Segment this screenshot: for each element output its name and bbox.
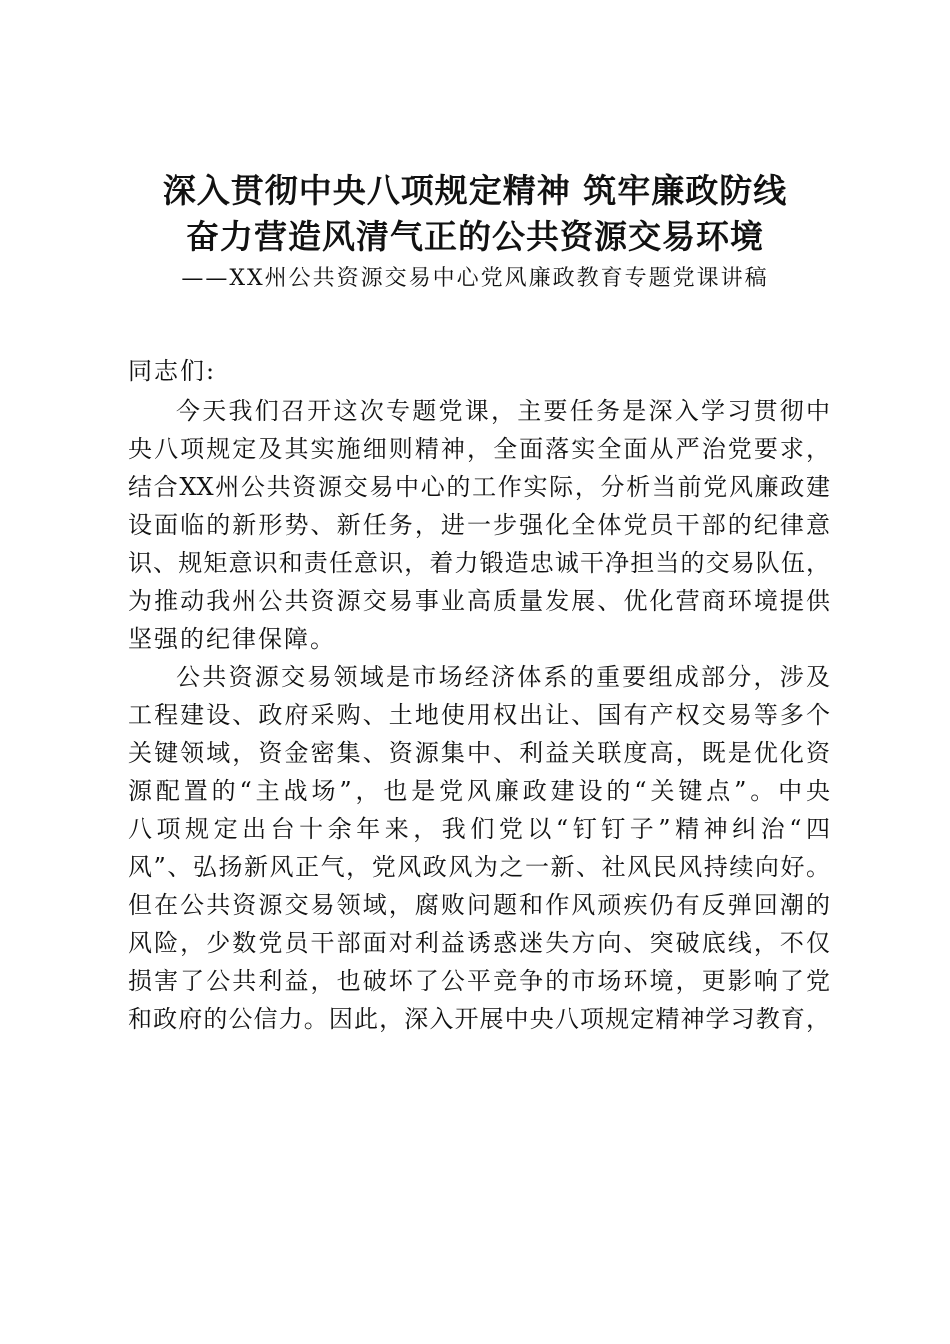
salutation: 同志们:	[128, 357, 217, 385]
paragraph-line: 源配置的“主战场”，也是党风廉政建设的“关键点”。中央	[128, 777, 830, 805]
paragraph-line: 设面临的新形势、新任务，进一步强化全体党员干部的纪律意	[128, 511, 830, 539]
paragraph-line: 关键领域，资金密集、资源集中、利益关联度高，既是优化资	[128, 739, 830, 767]
paragraph-line: 今天我们召开这次专题党课，主要任务是深入学习贯彻中	[176, 397, 830, 425]
paragraph-line: 和政府的公信力。因此，深入开展中央八项规定精神学习教育，	[128, 1005, 830, 1033]
paragraph-line: 八项规定出台十余年来，我们党以“钉钉子”精神纠治“四	[128, 815, 830, 843]
paragraph-line: 风险，少数党员干部面对利益诱惑迷失方向、突破底线，不仅	[128, 929, 830, 957]
title-block	[60, 168, 890, 296]
document-title-line-2: 奋力营造风清气正的公共资源交易环境	[186, 217, 764, 256]
paragraph-line: 但在公共资源交易领域，腐败问题和作风顽疾仍有反弹回潮的	[128, 891, 830, 919]
paragraph-line: 央八项规定及其实施细则精神，全面落实全面从严治党要求，	[128, 435, 830, 463]
document-title-line-1: 深入贯彻中央八项规定精神 筑牢廉政防线	[162, 171, 788, 210]
paragraph-line: 坚强的纪律保障。	[128, 625, 336, 653]
paragraph-line: 损害了公共利益，也破坏了公平竞争的市场环境，更影响了党	[128, 967, 830, 995]
paragraph-line: 识、规矩意识和责任意识，着力锻造忠诚干净担当的交易队伍，	[128, 549, 830, 577]
document-body	[128, 352, 830, 1038]
paragraph-2	[128, 658, 830, 1038]
paragraph-line: 公共资源交易领域是市场经济体系的重要组成部分，涉及	[176, 663, 830, 691]
paragraph-line: 为推动我州公共资源交易事业高质量发展、优化营商环境提供	[128, 587, 830, 615]
document-subtitle: ——XX州公共资源交易中心党风廉政教育专题党课讲稿	[181, 266, 769, 291]
paragraph-line: 风”、弘扬新风正气，党风政风为之一新、社风民风持续向好。	[128, 853, 830, 881]
paragraph-1	[128, 392, 830, 658]
paragraph-line: 结合XX州公共资源交易中心的工作实际，分析当前党风廉政建	[128, 473, 830, 501]
paragraph-line: 工程建设、政府采购、土地使用权出让、国有产权交易等多个	[128, 701, 830, 729]
